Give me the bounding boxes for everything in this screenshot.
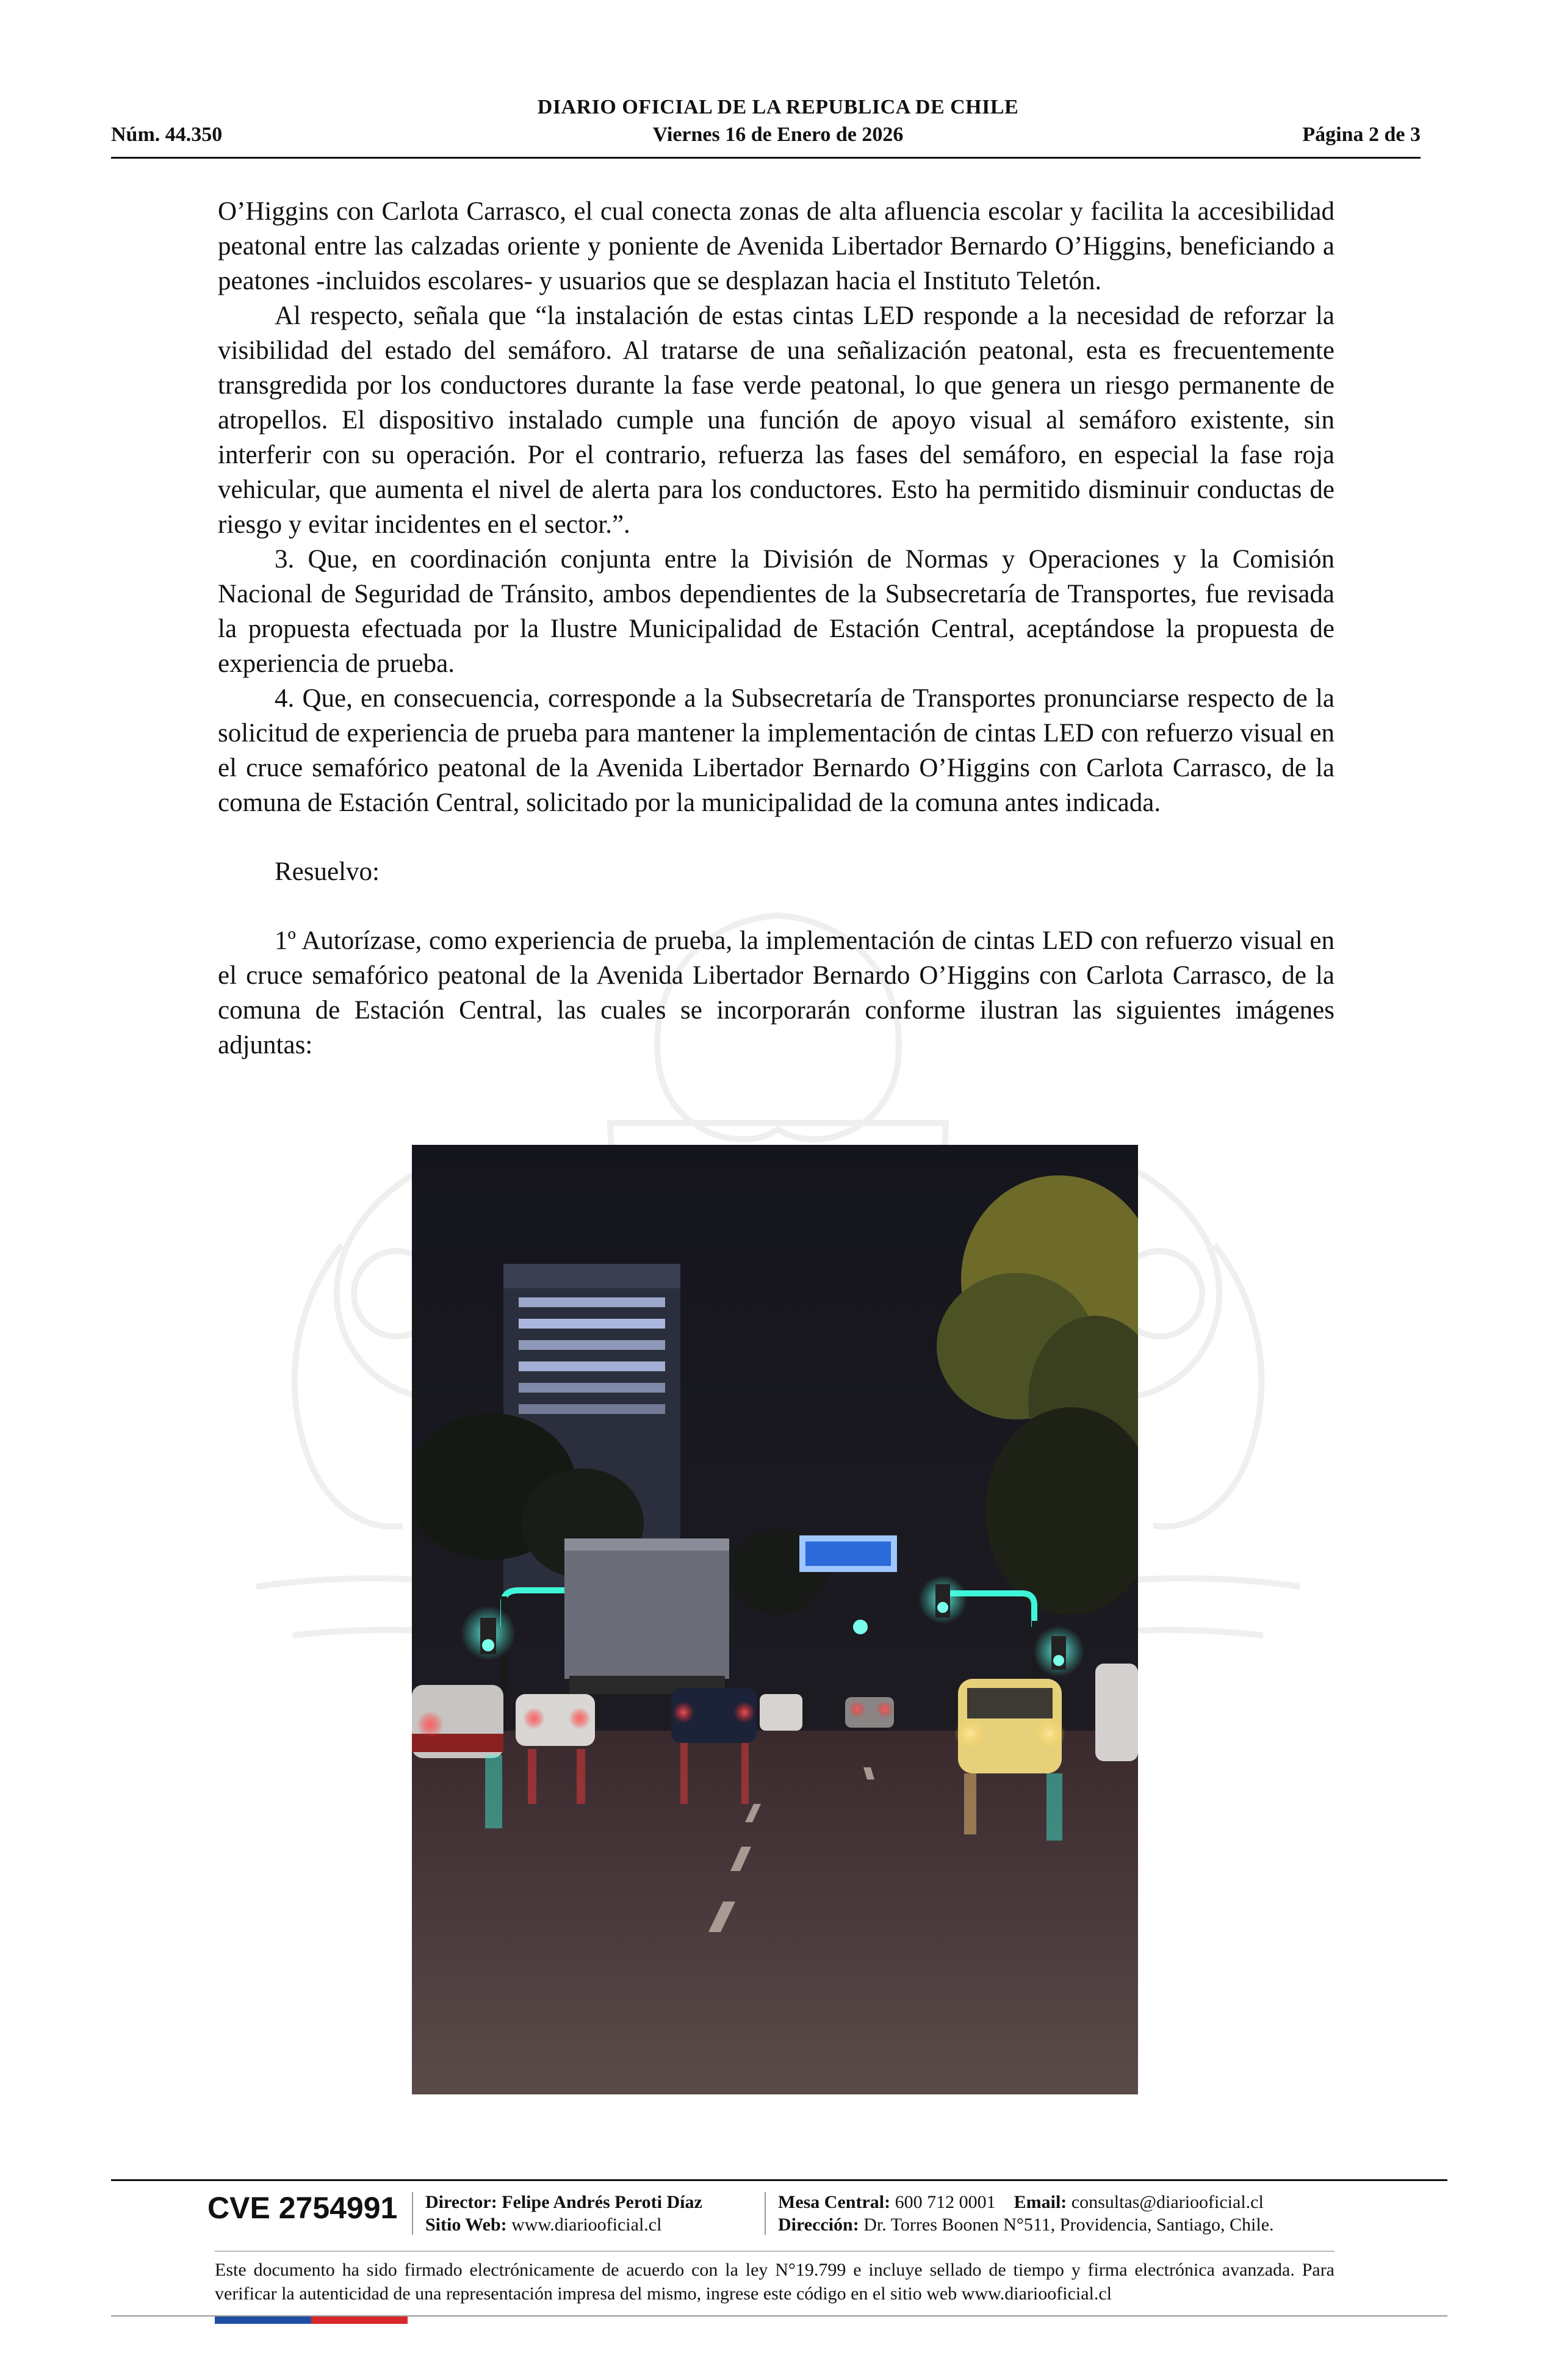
cve-code: CVE 2754991 [207,2191,398,2225]
phone-label: Mesa Central: [778,2192,891,2212]
street-photo [412,1145,1138,2094]
header-divider [111,157,1421,159]
issue-date: Viernes 16 de Enero de 2026 [652,123,904,146]
footer-contact-block [778,2191,1274,2236]
footer-divider-mid [215,2251,1334,2252]
address-label: Dirección: [778,2215,859,2235]
footer-separator [412,2192,413,2235]
paragraph-4: 4. Que, en consecuencia, corresponde a la Subsecretaría de Transportes pronunciarse respecto de la solicitud de experiencia de prueba para mantener la implementación de cintas LED con refuerzo visual en el cruce semafórico peatonal de la Avenida Libertador Bernardo O’Higgins con Carlota Carrasco, de la comuna de Estación Central, solicitado por la municipalidad de la comuna antes indicada. [218,684,1334,817]
chile-flag-stripe [215,2317,408,2324]
address: Dr. Torres Boonen N°511, Providencia, Santiago, Chile. [863,2215,1274,2235]
truck [564,1538,729,1679]
website-label: Sitio Web: [425,2215,507,2235]
page-indicator: Página 2 de 3 [1302,123,1421,146]
paragraph-quote: Al respecto, señala que “la instalación de estas cintas LED responde a la necesidad de reforzar la visibilidad del estado del semáforo. Al tratarse de una señalización peatonal, esta es frecuentemente transgredida por los conductores durante la fase verde peatonal, lo que genera un riesgo permanente de atropellos. El dispositivo instalado cumple una función de apoyo visual al semáforo existente, sin interferir con su operación. Por el contrario, refuerza las fases del semáforo, en especial la fase roja vehicular, que aumenta el nivel de alerta para los conductores. Esto ha permitido disminuir conductas de riesgo y evitar incidentes en el sector.”. [218,301,1334,539]
paragraph-3: 3. Que, en coordinación conjunta entre la División de Normas y Operaciones y la Comisión Nacional de Seguridad de Tránsito, ambos dependientes de la Subsecretaría de Transportes, fue revisada la propuesta efectuada por la Ilustre Municipalidad de Estación Central, aceptándose la propuesta de experiencia de prueba. [218,545,1334,678]
paragraph-continuation: O’Higgins con Carlota Carrasco, el cual conecta zonas de alta afluencia escolar y facilita la accesibilidad peatonal entre las calzadas oriente y poniente de Avenida Libertador Bernardo O’Higgins, beneficiando a peatones -incluidos escolares- y usuarios que se desplazan hacia el Instituto Teletón. [218,197,1334,295]
legal-notice: Este documento ha sido firmado electrónicamente de acuerdo con la ley N°19.799 e incluye sellado de tiempo y firma electrónica avanzada. Para verificar la autenticidad de una representación impresa del mismo, ingrese este código en el sitio web www.diariooficial.cl [215,2260,1334,2304]
resolution-article-1: 1º Autorízase, como experiencia de prueba, la implementación de cintas LED con refuerzo visual en el cruce semafórico peatonal de la Avenida Libertador Bernardo O’Higgins con Carlota Carrasco, de la comuna de Estación Central, las cuales se incorporarán conforme ilustran las siguientes imágenes adjuntas: [218,926,1334,1059]
flag-red-segment [311,2317,408,2324]
issue-number: Núm. 44.350 [111,123,223,146]
director-name: Felipe Andrés Peroti Díaz [502,2192,702,2212]
director-label: Director: [425,2192,497,2212]
email-label: Email: [1014,2192,1067,2212]
footer-divider-top [111,2179,1447,2181]
road [412,1731,1138,2094]
resolution-heading: Resuelvo: [275,857,380,886]
document-body [218,194,1334,1062]
phone-number: 600 712 0001 [895,2192,996,2212]
email-link[interactable]: consultas@diariooficial.cl [1071,2192,1264,2212]
footer-director-block [425,2191,702,2236]
newspaper-title: DIARIO OFICIAL DE LA REPUBLICA DE CHILE [537,96,1019,118]
footer-separator [765,2192,766,2235]
flag-blue-segment [215,2317,311,2324]
night-street-scene [412,1145,1138,2094]
website-link[interactable]: www.diariooficial.cl [511,2215,662,2235]
